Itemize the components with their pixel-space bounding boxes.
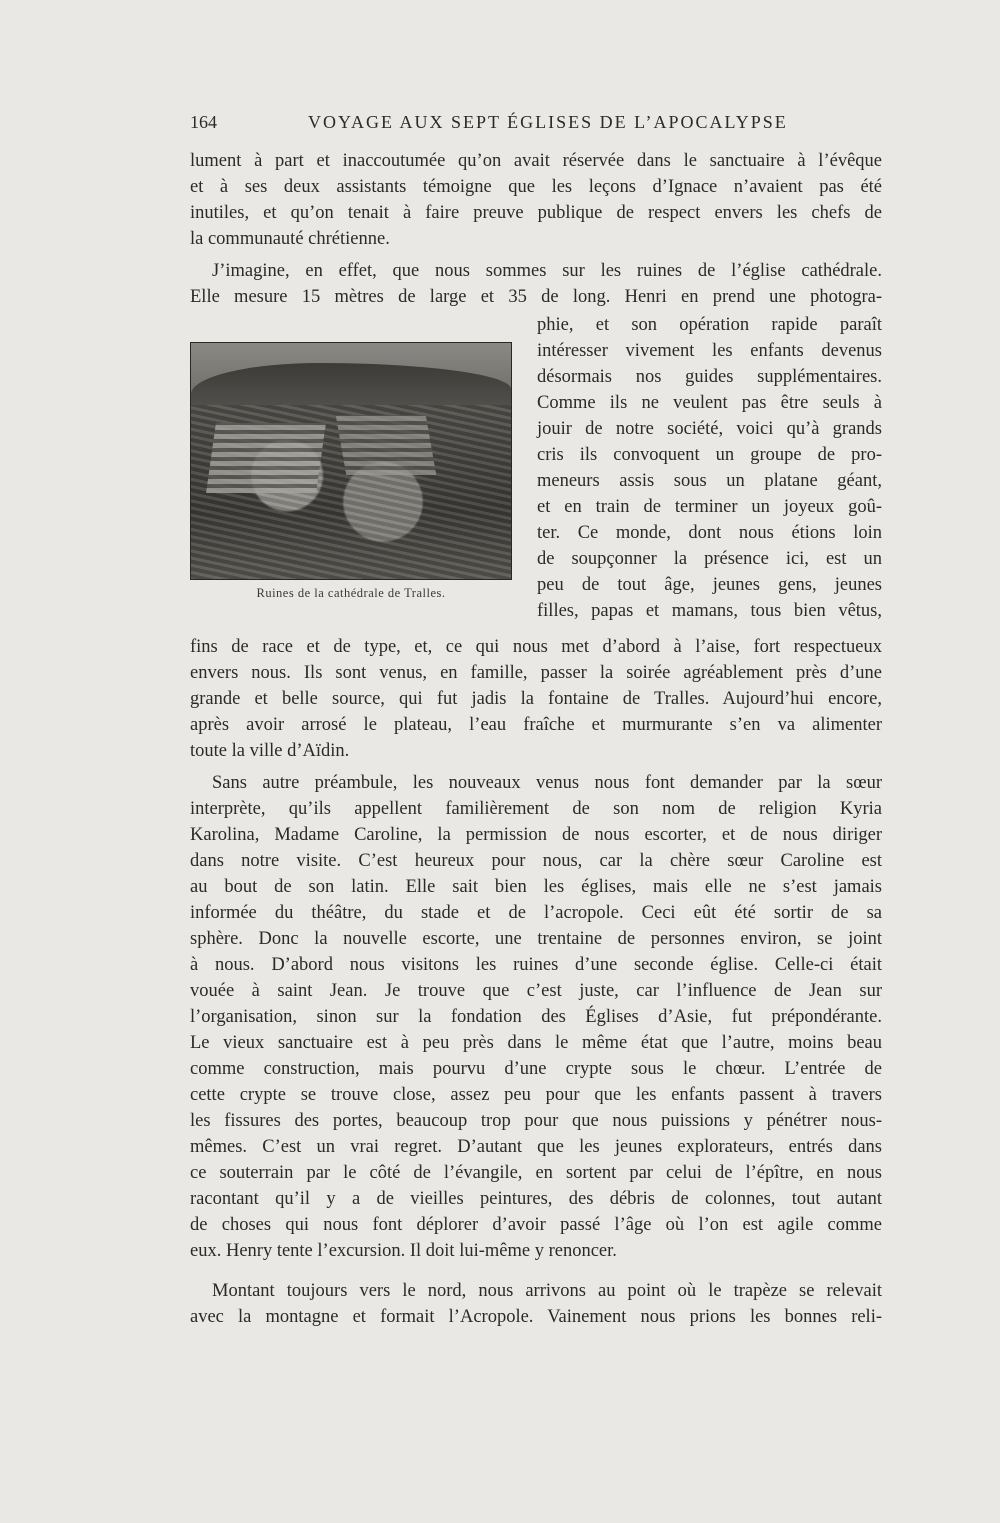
text-line: grande et belle source, qui fut jadis la fontaine de Tralles. Aujourd’hui encore, — [190, 689, 882, 709]
text-line: eux. Henry tente l’excursion. Il doit lui-même y renoncer. — [190, 1241, 617, 1261]
text-line: mêmes. C’est un vrai regret. D’autant que les jeunes explorateurs, entrés dans — [190, 1137, 882, 1157]
running-header — [190, 112, 882, 140]
text-line: informée du théâtre, du stade et de l’acropole. Ceci eût été sortir de sa — [190, 903, 882, 923]
text-line: Le vieux sanctuaire est à peu près dans le même état que l’autre, moins beau — [190, 1033, 882, 1053]
text-line: lument à part et inaccoutumée qu’on avait réservée dans le sanctuaire à l’évêque — [190, 151, 882, 171]
paragraph-acropole — [190, 1278, 882, 1330]
text-line: envers nous. Ils sont venus, en famille, passer la soirée agréablement près d’une — [190, 663, 882, 683]
text-line: au bout de son latin. Elle sait bien les églises, mais elle ne s’est jamais — [190, 877, 882, 897]
text-line: J’imagine, en effet, que nous sommes sur les ruines de l’église cathédrale. — [212, 261, 882, 281]
text-line: filles, papas et mamans, tous bien vêtus, — [537, 601, 882, 621]
text-line: ce souterrain par le côté de l’évangile, en sortent par celui de l’épître, en nous — [190, 1163, 882, 1183]
text-line: cris ils convoquent un groupe de pro- — [537, 445, 882, 465]
text-line: Montant toujours vers le nord, nous arrivons au point où le trapèze se relevait — [212, 1281, 882, 1301]
text-line: la communauté chrétienne. — [190, 229, 390, 249]
text-line: fins de race et de type, et, ce qui nous met d’abord à l’aise, fort respectueux — [190, 637, 882, 657]
side-text-column — [537, 312, 882, 624]
text-line: vouée à saint Jean. Je trouve que c’est juste, car l’influence de Jean sur — [190, 981, 882, 1001]
paragraph-after-figure — [190, 634, 882, 764]
text-line: de soupçonner la présence ici, est un — [537, 549, 882, 569]
text-line: de choses qui nous font déplorer d’avoir passé l’âge où l’on est agile comme — [190, 1215, 882, 1235]
text-line: peu de tout âge, jeunes gens, jeunes — [537, 575, 882, 595]
text-line: sphère. Donc la nouvelle escorte, une trentaine de personnes environ, se joint — [190, 929, 882, 949]
text-line: à nous. D’abord nous visitons les ruines d’une seconde église. Celle-ci était — [190, 955, 882, 975]
text-line: inutiles, et qu’on tenait à faire preuve publique de respect envers les chefs de — [190, 203, 882, 223]
text-line: l’organisation, sinon sur la fondation des Églises d’Asie, fut prépondérante. — [190, 1007, 882, 1027]
text-line: les fissures des portes, beaucoup trop pour que nous puissions y pénétrer nous- — [190, 1111, 882, 1131]
text-line: comme construction, mais pourvu d’une crypte sous le chœur. L’entrée de — [190, 1059, 882, 1079]
page-number: 164 — [190, 112, 217, 132]
text-line: Elle mesure 15 mètres de large et 35 de long. Henri en prend une photogra- — [190, 287, 882, 307]
figure-photo-ruins — [190, 342, 512, 580]
text-line: interprète, qu’ils appellent familièrement de son nom de religion Kyria — [190, 799, 882, 819]
text-line: toute la ville d’Aïdin. — [190, 741, 350, 761]
paragraph-cathedral — [190, 258, 882, 310]
text-line: jouir de notre société, voici qu’à grands — [537, 419, 882, 439]
paragraph-escort — [190, 770, 882, 1264]
text-line: Comme ils ne veulent pas être seuls à — [537, 393, 882, 413]
text-line: dans notre visite. C’est heureux pour nous, car la chère sœur Caroline est — [190, 851, 882, 871]
running-title: VOYAGE AUX SEPT ÉGLISES DE L’APOCALYPSE — [308, 112, 788, 132]
text-line: et en train de terminer un joyeux goû- — [537, 497, 882, 517]
text-line: avec la montagne et formait l’Acropole. Vainement nous prions les bonnes reli- — [190, 1307, 882, 1327]
text-line: intéresser vivement les enfants devenus — [537, 341, 882, 361]
text-line: désormais nos guides supplémentaires. — [537, 367, 882, 387]
paragraph-continued — [190, 148, 882, 252]
text-line: meneurs assis sous un platane géant, — [537, 471, 882, 491]
text-line: cette crypte se trouve close, assez peu pour que les enfants passent à travers — [190, 1085, 882, 1105]
text-line: ter. Ce monde, dont nous étions loin — [537, 523, 882, 543]
text-line: Sans autre préambule, les nouveaux venus nous font demander par la sœur — [212, 773, 882, 793]
text-line: Karolina, Madame Caroline, la permission de nous escorter, et de nous diriger — [190, 825, 882, 845]
text-line: après avoir arrosé le plateau, l’eau fraîche et murmurante s’en va alimenter — [190, 715, 882, 735]
text-line: et à ses deux assistants témoigne que les leçons d’Ignace n’avaient pas été — [190, 177, 882, 197]
figure-caption: Ruines de la cathédrale de Tralles. — [256, 586, 446, 600]
text-line: phie, et son opération rapide paraît — [537, 315, 882, 335]
text-line: racontant qu’il y a de vieilles peintures, des débris de colonnes, tout autant — [190, 1189, 882, 1209]
